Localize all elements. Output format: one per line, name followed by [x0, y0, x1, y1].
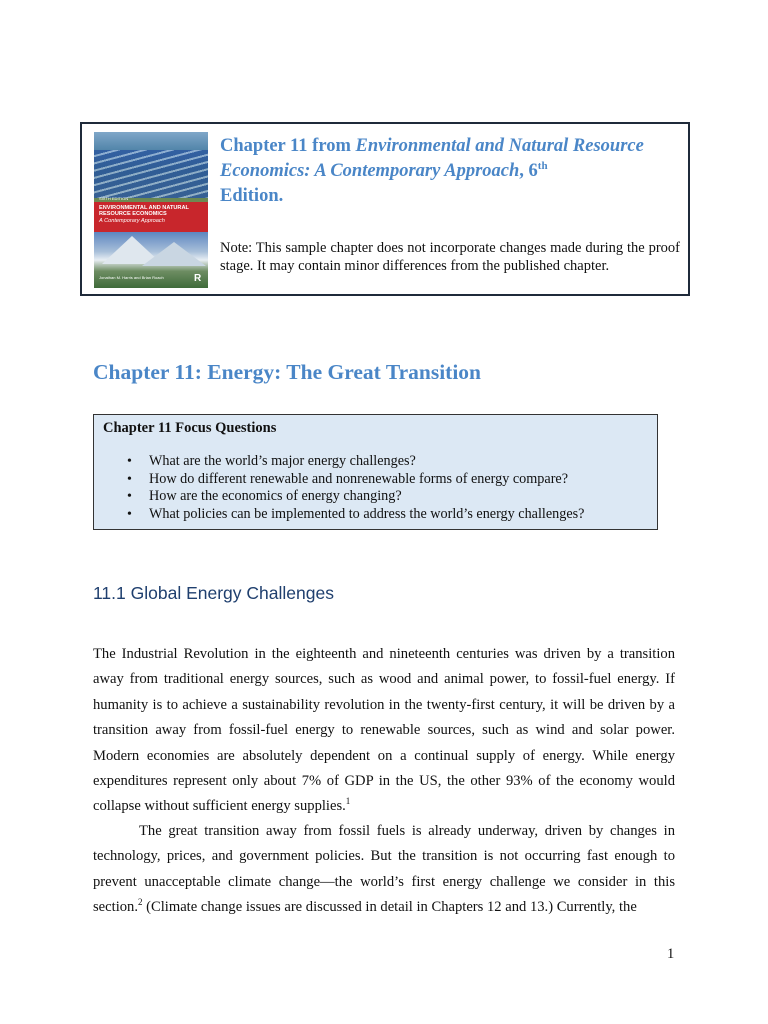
focus-questions-title: Chapter 11 Focus Questions: [103, 420, 277, 436]
body-paragraph: [93, 642, 675, 820]
book-header-title: [220, 134, 680, 209]
paragraph-text: (Climate change issues are discussed in detail in Chapters 12 and 13.) Currently, the: [142, 899, 637, 916]
focus-questions-box: [93, 414, 658, 530]
edition-number: 6: [528, 161, 538, 181]
book-header-prefix: Chapter 11 from: [220, 136, 356, 156]
body-paragraph: [93, 819, 675, 921]
cover-subtitle: A Contemporary Approach: [99, 217, 165, 224]
focus-question: • How are the economics of energy changing?: [94, 488, 584, 506]
cover-title-text: ENVIRONMENTAL AND NATURAL RESOURCE ECONOMICS: [99, 205, 189, 218]
book-cover-image: [94, 132, 208, 288]
cover-edition: SIXTH EDITION: [99, 196, 129, 201]
footnote-ref[interactable]: 2: [138, 897, 143, 908]
page-number: 1: [667, 946, 675, 962]
book-title: Environmental and Natural Resource Economics: A Contemporary Approach: [220, 136, 644, 181]
focus-question: • What policies can be implemented to address the world’s energy challenges?: [94, 506, 584, 524]
footnote-ref[interactable]: 1: [345, 796, 351, 807]
focus-questions-list: [94, 453, 584, 523]
paragraph-text: The Industrial Revolution in the eighteenth and nineteenth centuries was driven by a transition away from traditional energy sources, such as wood and animal power, to fossil-fuel energy. If humanity is to achieve a sustainability revolution in the twenty-first century, it will be driven by a transition away from fossil-fuel energy to renewable sources, such as wind and solar power. Modern economies are absolutely dependent on a continual supply of energy. While energy expenditures represent only about 7% of GDP in the US, the other 93% of the economy would collapse without sufficient energy supplies.: [93, 646, 675, 815]
edition-separator: ,: [519, 161, 529, 181]
chapter-heading: Chapter 11: Energy: The Great Transition: [93, 360, 482, 384]
cover-title: [99, 205, 207, 224]
sample-chapter-note: Note: This sample chapter does not incorporate changes made during the proof stage. It may contain minor differences from the published chapter.: [220, 240, 680, 274]
cover-solar-panels: [94, 150, 208, 198]
section-heading: 11.1 Global Energy Challenges: [93, 583, 334, 603]
cover-authors: Jonathan M. Harris and Brian Roach: [99, 275, 164, 280]
focus-question: • What are the world’s major energy challenges?: [94, 453, 584, 471]
paragraph-text: The great transition away from fossil fuels is already underway, driven by changes in technology, prices, and government policies. But the transition is not occurring fast enough to prevent unacceptable climate change—the world’s first energy challenge we consider in this section.: [93, 823, 675, 916]
edition-ordinal: th: [537, 159, 548, 172]
book-info-box: [80, 122, 690, 296]
cover-mountain-peak: [142, 242, 206, 266]
publisher-logo-icon: R: [194, 273, 202, 284]
edition-word: Edition.: [220, 186, 284, 206]
focus-question: • How do different renewable and nonrenewable forms of energy compare?: [94, 471, 584, 489]
